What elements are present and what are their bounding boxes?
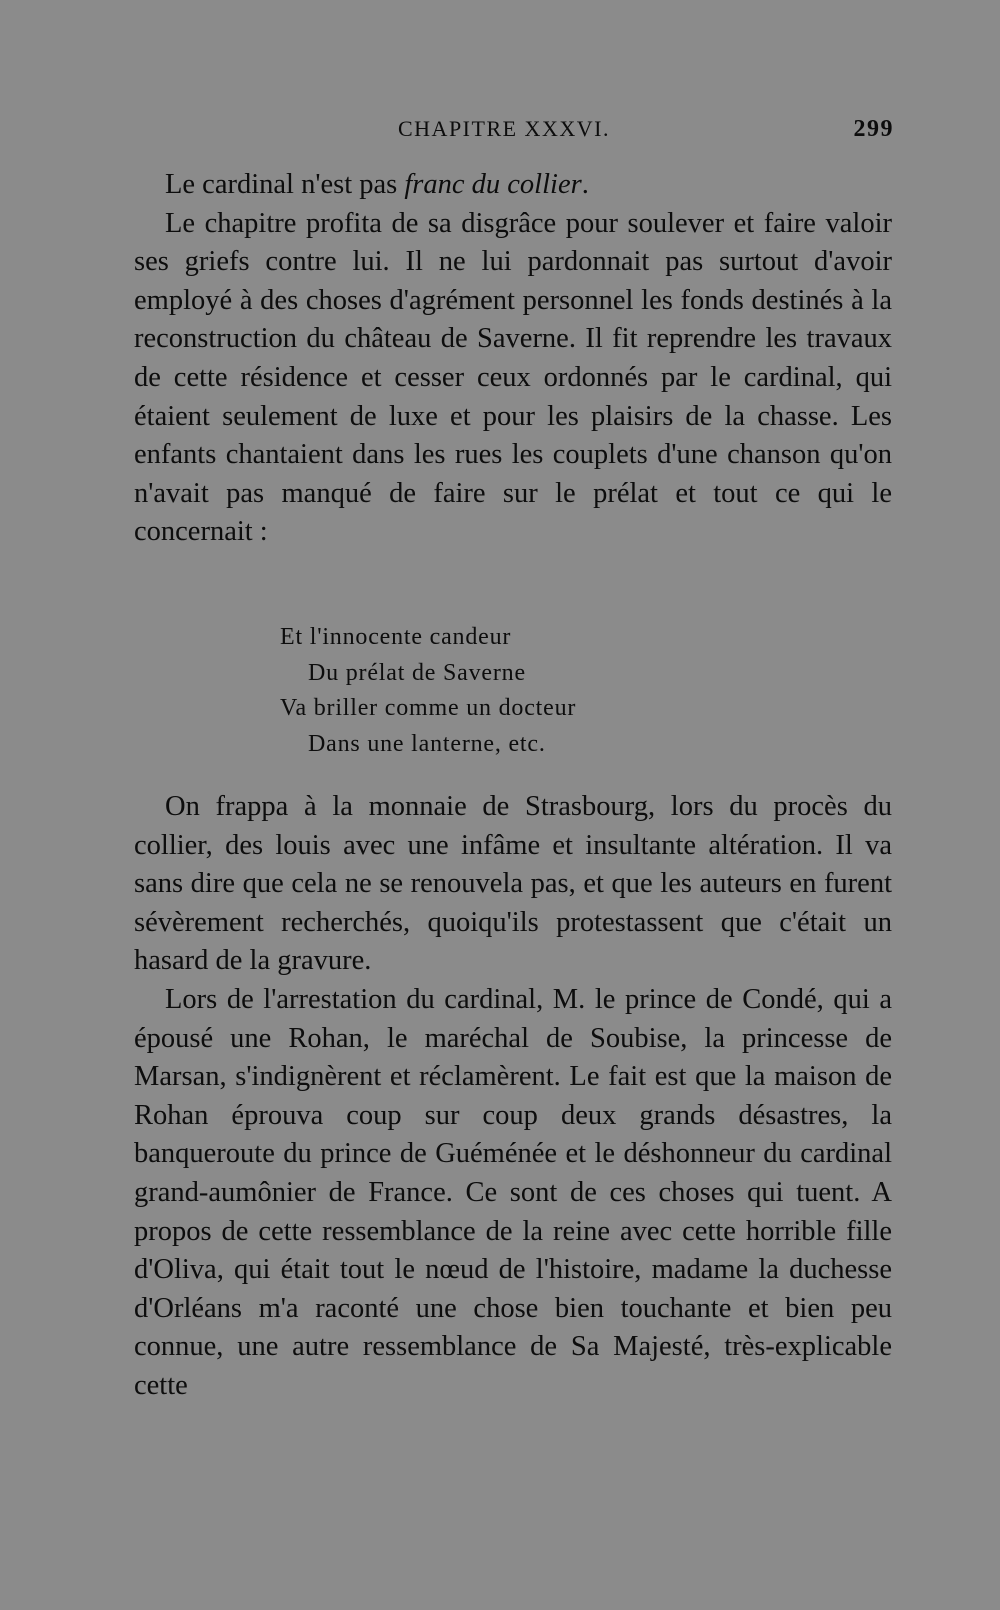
page-header <box>0 116 1000 146</box>
verse-line: Du prélat de Saverne <box>308 659 526 686</box>
paragraph-cardinal-text: Le cardinal n'est pas <box>165 169 405 200</box>
page-number: 299 <box>853 116 894 142</box>
paragraph-cardinal-italic: franc du collier <box>404 169 582 200</box>
text-block-bottom <box>134 788 892 1406</box>
paragraph-arrestation: Lors de l'arrestation du cardinal, M. le prince de Condé, qui a épousé une Rohan, le maréchal de Soubise, la princesse de Marsan, s'indignèrent et réclamèrent. Le fait est que la maison de Rohan éprouva coup sur coup deux grands désastres, la banqueroute du prince de Guéménée et le déshonneur du cardinal grand-aumônier de France. Ce sont de ces choses qui tuent. A propos de cette ressemblance de la reine avec cette horrible fille d'Oliva, qui était tout le nœud de l'histoire, madame la duchesse d'Orléans m'a raconté une chose bien touchante et bien peu connue, une autre ressemblance de Sa Majesté, très-explicable cette <box>134 983 892 1401</box>
verse-quotation <box>0 620 1000 762</box>
paragraph-monnaie: On frappa à la monnaie de Strasbourg, lors du procès du collier, des louis avec une infâme et insultante altération. Il va sans dire que cela ne se renouvela pas, et que les auteurs en furent sévèrement recherchés, quoiqu'ils protestassent que c'était un hasard de la gravure. <box>134 791 892 977</box>
verse-line: Va briller comme un docteur <box>280 695 577 721</box>
verse-line: Et l'innocente candeur <box>280 624 512 650</box>
paragraph-cardinal-end: . <box>581 169 589 200</box>
paragraph-chapitre: Le chapitre profita de sa disgrâce pour soulever et faire valoir ses griefs contre lui. Il ne lui pardonnait pas surtout d'avoir employé à des choses d'agrément personnel les fonds destinés à la reconstruction du château de Saverne. Il fit reprendre les travaux de cette résidence et cesser ceux ordonnés par le cardinal, qui étaient seulement de luxe et pour les plaisirs de la chasse. Les enfants chantaient dans les rues les couplets d'une chanson qu'on n'avait pas manqué de faire sur le prélat et tout ce qui le concernait : <box>134 207 892 548</box>
running-title: CHAPITRE XXXVI. <box>398 116 610 141</box>
paragraph-cardinal <box>134 166 892 205</box>
text-block-top <box>134 166 892 552</box>
verse-line: Dans une lanterne, etc. <box>308 730 546 757</box>
